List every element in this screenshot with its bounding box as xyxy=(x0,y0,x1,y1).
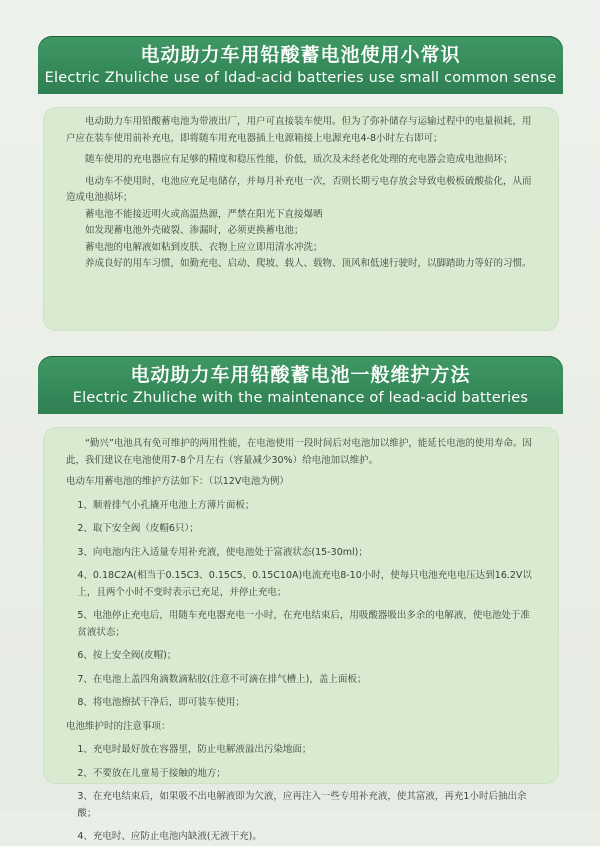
paragraph: 蓄电池不能接近明火或高温热源，严禁在阳光下直接爆晒 xyxy=(85,208,323,220)
paragraph: 如发现蓄电池外壳破裂、渗漏时，必须更换蓄电池； xyxy=(85,225,304,236)
step-item: 5、电池停止充电后，用随车充电器充电一小时，在充电结束后，用吸酸器吸出多余的电解液，使电池处于准贫液状态； xyxy=(77,610,530,638)
section2-content-card xyxy=(44,428,558,842)
step-item: 3、向电池内注入适量专用补充液，使电池处于富液状态(15-30ml)； xyxy=(77,546,368,558)
paragraph: 随车使用的充电器应有足够的精度和稳压性能，价低，质次及未经老化处理的充电器会造成电池损坏； xyxy=(85,154,513,165)
paragraph: 养成良好的用车习惯，如勤充电、启动、爬坡、载人、载物、顶风和低速行驶时，以脚踏助力等好的习惯。 xyxy=(85,258,532,269)
section2-title-cn: 电动助力车用铅酸蓄电池一般维护方法 xyxy=(130,364,471,386)
paragraph: 电动车不使用时，电池应充足电储存，并每月补充电一次，否则长期亏电存放会导致电极板硫酸盐化，从而造成电池损坏； xyxy=(66,175,532,203)
paragraph: 蓄电池的电解液如粘到皮肤、衣物上应立即用清水冲洗； xyxy=(85,241,323,253)
paragraph: 电动助力车用铅酸蓄电池为带液出厂，用户可直接装车使用。但为了弥补储存与运输过程中的电量损耗，用户应在装车使用前补充电，即将随车用充电器插上电源箱接上电源充电4-8小时左右即可； xyxy=(66,116,532,144)
step-item: 4、0.18C2A(相当于0.15C3、0.15C5、0.15C10A)电流充电8-10小时，使每只电池充电电压达到16.2V以上，且两个小时不变时表示已充足，并停止充电； xyxy=(77,570,532,598)
section1-title-en: Electric Zhuliche use of ldad-acid batteries use small common sense xyxy=(44,70,557,86)
notes-heading: 电池维护时的注意事项： xyxy=(66,720,171,732)
method-heading-text: 电动车用蓄电池的维护方法如下： xyxy=(66,476,209,487)
step-item: 7、在电池上盖四角滴数滴粘胶(注意不可滴在排气槽上)，盖上面板； xyxy=(77,673,367,685)
section2-title-en: Electric Zhuliche with the maintenance of lead-acid batteries xyxy=(72,390,529,406)
section1-banner xyxy=(38,36,563,94)
note-item: 3、在充电结束后，如果吸不出电解液即为欠液，应再注入一些专用补充液，使其富液，再充1小时后抽出余酸； xyxy=(77,791,527,819)
note-item: 1、充电时最好放在容器里，防止电解液溢出污染地面； xyxy=(77,744,312,755)
section2-banner xyxy=(38,356,563,414)
method-heading xyxy=(66,474,538,491)
step-item: 8、将电池擦拭干净后，即可装车使用； xyxy=(77,697,245,708)
step-item: 1、顺着排气小孔撬开电池上方薄片面板； xyxy=(77,499,255,511)
section1-content-card xyxy=(44,108,558,330)
step-item: 2、取下安全阀（皮帽6只）； xyxy=(77,523,199,534)
note-item: 4、充电时、应防止电池内缺液(无液干充)。 xyxy=(77,831,262,842)
note-item: 2、不要放在儿童易于接触的地方； xyxy=(77,767,226,779)
intro-paragraph: “勤兴”电池具有免可维护的两用性能，在电池使用一段时间后对电池加以维护，能延长电池的使用寿命。因此，我们建议在电池使用7-8个月左右（容量减少30%）给电池加以维护。 xyxy=(66,438,532,466)
section1-title-cn: 电动助力车用铅酸蓄电池使用小常识 xyxy=(140,44,461,66)
step-item: 6、按上安全阀(皮帽)； xyxy=(77,650,177,661)
method-note: （以12V电池为例） xyxy=(208,476,289,487)
